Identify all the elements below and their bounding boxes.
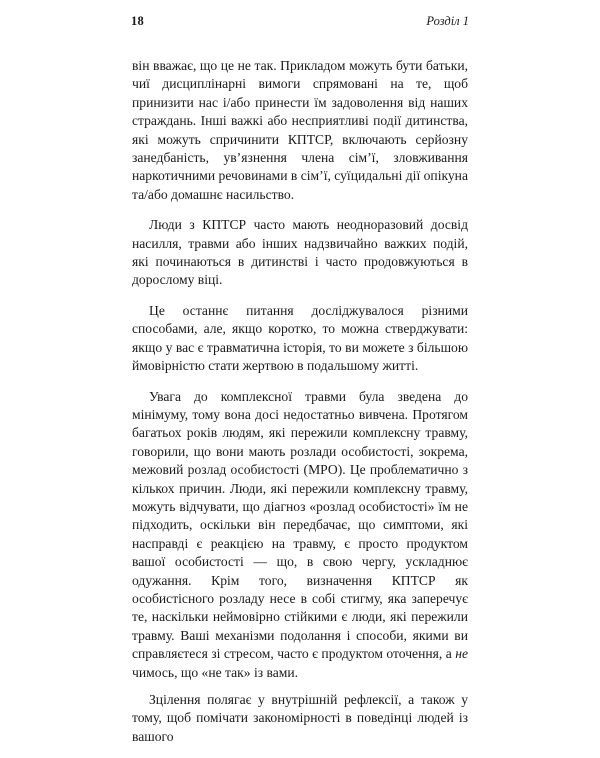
- paragraph-1: він вважає, що це не так. Прикладом можуть бути батьки, чиї дисциплінарні вимоги спрямовані на те, щоб принизити нас і/або принести їм задоволення від наших страждань. Інші важкі або несприятливі події дитинства, які можуть спричинити КПТСР, включають серйозну занедбаність, ув’язнення члена сім’ї, зловживання наркотичними речовинами в сім’ї, суїцидальні дії опікуна та/або домашнє насильство.: [132, 58, 468, 202]
- body-text: [132, 57, 468, 758]
- paragraph-4: [132, 388, 468, 683]
- paragraph-4-text-a: Увага до комплексної травми була зведена до мінімуму, тому вона досі недостатньо вивчена. Протягом багатьох років людям, які пережили комплексну травму, говорили, що вони мають розлади особистості, зокрема, межовий розлад особистості (МРО). Це проблематично з кількох причин. Люди, які пережили комплексну травму, можуть відчувати, що діагноз «розлад особистості» їм не підходить, оскільки він передбачає, що симптоми, які насправді є реакцією на травму, є просто продуктом вашої особистості — що, в свою чергу, ускладнює одужання. Крім того, визначення КПТСР як особистісного розладу несе в собі стигму, яка заперечує те, наскільки неймовірно стійкими є люди, які пережили травму. Ваші механізми подолання і способи, якими ви справляєтеся зі стресом, часто є продуктом оточення, а: [132, 388, 468, 662]
- paragraph-4-text-b: чимось, що «не так» із вами.: [132, 664, 299, 680]
- paragraph-5: Зцілення полягає у внутрішній рефлексії, а також у тому, щоб помічати закономірності в поведінці людей із вашого: [132, 692, 468, 744]
- paragraph-3: Це останнє питання досліджувалося різними способами, але, якщо коротко, то можна стверджувати: якщо у вас є травматична історія, то ви можете з більшою ймовірністю стати жертвою в подальшому житті.: [132, 302, 468, 374]
- paragraph-4-emphasis: не: [455, 646, 468, 662]
- paragraph-2: Люди з КПТСР часто мають неодноразовий досвід насилля, травми або інших надзвичайно важких подій, які починаються в дитинстві і часто продовжуються в дорослому віці.: [132, 217, 468, 288]
- running-header: [131, 14, 469, 34]
- section-title: Розділ 1: [426, 14, 469, 28]
- page-number: 18: [131, 14, 145, 28]
